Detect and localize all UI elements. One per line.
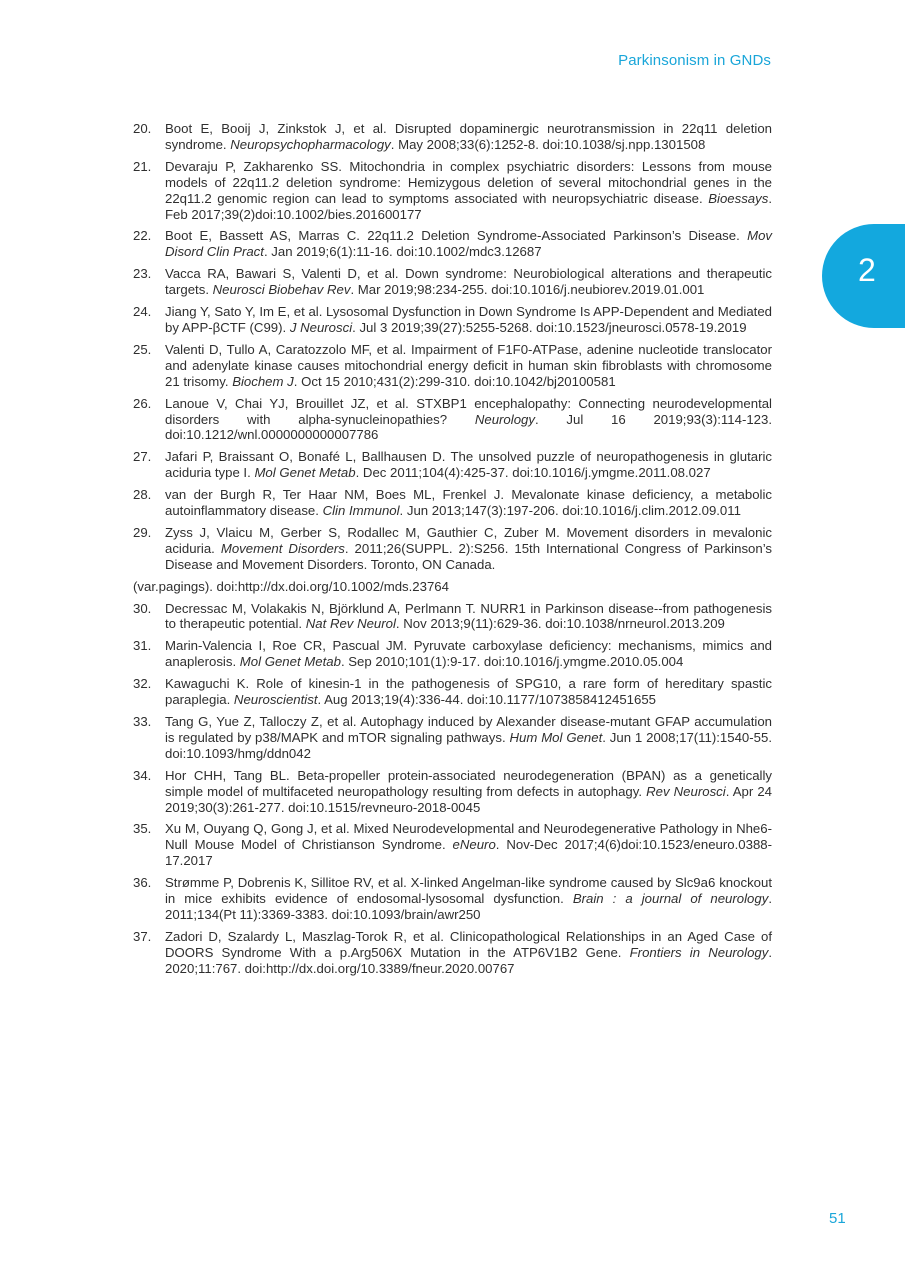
reference-number: 23. — [133, 266, 152, 282]
reference-item — [133, 304, 772, 336]
journal-name: Mol Genet Metab — [254, 465, 356, 481]
reference-item — [133, 768, 772, 816]
journal-name: Bioessays — [708, 190, 769, 206]
reference-details: . 2020;11:767. doi:http://dx.doi.org/10.3389/fneur.2020.00767 — [165, 944, 772, 976]
reference-number: 29. — [133, 524, 152, 540]
reference-text: Hor CHH, Tang BL. Beta-propeller protein-associated neurodegeneration (BPAN) as a genetically simple model of multifaceted neuropathology resulting from defects in autophagy. — [165, 767, 772, 799]
reference-continuation-line: (var.pagings). doi:http://dx.doi.org/10.1002/mds.23764 — [133, 578, 449, 594]
reference-number: 37. — [133, 928, 152, 944]
reference-number: 22. — [133, 228, 152, 244]
reference-details: . May 2008;33(6):1252-8. doi:10.1038/sj.npp.1301508 — [390, 136, 706, 152]
reference-text: Kawaguchi K. Role of kinesin-1 in the pathogenesis of SPG10, a rare form of hereditary spastic paraplegia. — [165, 676, 772, 708]
journal-name: Neuropsychopharmacology — [230, 136, 391, 152]
reference-item — [133, 228, 772, 260]
journal-name: Rev Neurosci — [646, 783, 726, 799]
reference-details: . Sep 2010;101(1):9-17. doi:10.1016/j.ymgme.2010.05.004 — [340, 654, 684, 670]
reference-details: . Jul 3 2019;39(27):5255-5268. doi:10.1523/jneurosci.0578-19.2019 — [352, 319, 747, 335]
chapter-number: 2 — [858, 252, 876, 288]
chapter-tab — [822, 224, 905, 328]
journal-name: Frontiers in Neurology — [629, 944, 769, 960]
reference-text: Xu M, Ouyang Q, Gong J, et al. Mixed Neurodevelopmental and Neurodegenerative Pathology in Nhe6-Null Mouse Model of Christianson Syndrome. — [165, 821, 772, 853]
journal-name: Brain : a journal of neurology — [572, 891, 769, 907]
reference-item — [133, 601, 772, 633]
reference-details: . Mar 2019;98:234-255. doi:10.1016/j.neubiorev.2019.01.001 — [350, 282, 705, 298]
reference-item — [133, 121, 772, 153]
reference-group-1 — [133, 121, 772, 573]
journal-name: Neurology — [474, 411, 535, 427]
reference-item — [133, 638, 772, 670]
reference-details: . Jun 1 2008;17(11):1540-55. doi:10.1093/hmg/ddn042 — [165, 729, 772, 761]
reference-number: 27. — [133, 449, 152, 465]
reference-text: Strømme P, Dobrenis K, Sillitoe RV, et al. X-linked Angelman-like syndrome caused by Slc9a6 knockout in mice exhibits evidence of endosomal-lysosomal dysfunction. — [165, 875, 772, 907]
journal-name: Mov Disord Clin Pract — [165, 228, 772, 260]
reference-item — [133, 821, 772, 869]
reference-item — [133, 714, 772, 762]
journal-name: Mol Genet Metab — [239, 654, 341, 670]
reference-number: 30. — [133, 600, 152, 616]
reference-details: . Aug 2013;19(4):336-44. doi:10.1177/1073858412451655 — [317, 692, 657, 708]
journal-name: Neuroscientist — [233, 692, 318, 708]
reference-number: 24. — [133, 304, 152, 320]
reference-text: Jiang Y, Sato Y, Im E, et al. Lysosomal Dysfunction in Down Syndrome Is APP-Dependent and Mediated by APP-βCTF (C99). — [165, 304, 772, 335]
reference-number: 34. — [133, 767, 152, 783]
reference-details: . Dec 2011;104(4):425-37. doi:10.1016/j.ymgme.2011.08.027 — [355, 465, 711, 481]
reference-number: 21. — [133, 158, 152, 174]
reference-text: Boot E, Bassett AS, Marras C. 22q11.2 Deletion Syndrome-Associated Parkinson’s Disease. — [165, 228, 748, 244]
page-number: 51 — [829, 1210, 846, 1227]
reference-details: . Nov-Dec 2017;4(6)doi:10.1523/eneuro.0388-17.2017 — [165, 837, 773, 869]
reference-item — [133, 266, 772, 298]
reference-number: 36. — [133, 875, 152, 891]
reference-text: Zadori D, Szalardy L, Maszlag-Torok R, et al. Clinicopathological Relationships in an Aged Case of DOORS Syndrome With a p.Arg506X Mutation in the ATP6V1B2 Gene. — [165, 928, 772, 960]
reference-details: . Nov 2013;9(11):629-36. doi:10.1038/nrneurol.2013.209 — [395, 616, 725, 632]
reference-item — [133, 525, 772, 573]
reference-number: 20. — [133, 121, 152, 136]
journal-name: Neurosci Biobehav Rev — [212, 282, 351, 298]
reference-text: Marin-Valencia I, Roe CR, Pascual JM. Pyruvate carboxylase deficiency: mechanisms, mimics and anaplerosis. — [165, 638, 772, 670]
reference-details: . Jun 2013;147(3):197-206. doi:10.1016/j.clim.2012.09.011 — [399, 503, 741, 519]
journal-name: Hum Mol Genet — [509, 729, 603, 745]
reference-details: . Apr 24 2019;30(3):261-277. doi:10.1515/revneuro-2018-0045 — [165, 783, 772, 815]
reference-number: 26. — [133, 395, 152, 411]
reference-details: . Jan 2019;6(1):11-16. doi:10.1002/mdc3.12687 — [263, 244, 542, 260]
reference-text: Tang G, Yue Z, Talloczy Z, et al. Autophagy induced by Alexander disease-mutant GFAP accumulation is regulated by p38/MAPK and mTOR signaling pathways. — [165, 714, 772, 745]
reference-item — [133, 676, 772, 708]
reference-text: Devaraju P, Zakharenko SS. Mitochondria in complex psychiatric disorders: Lessons from mouse models of 22q11.2 deletion syndrome: Hemizygous deletion of several mitochondrial genes in the 22q11.2 genomic region can lead to symptoms associated with neuropsychiatric disease. — [165, 158, 772, 206]
journal-name: J Neurosci — [289, 319, 353, 335]
journal-name: eNeuro — [452, 837, 496, 853]
reference-text: van der Burgh R, Ter Haar NM, Boes ML, Frenkel J. Mevalonate kinase deficiency, a metabolic autoinflammatory disease. — [165, 487, 772, 519]
reference-number: 35. — [133, 821, 152, 837]
reference-item — [133, 449, 772, 481]
reference-item — [133, 929, 772, 977]
reference-number: 31. — [133, 638, 152, 654]
reference-details: . 2011;26(SUPPL. 2):S256. 15th International Congress of Parkinson’s Disease and Movement Disorders. Toronto, ON Canada. — [165, 540, 772, 572]
reference-text: Vacca RA, Bawari S, Valenti D, et al. Down syndrome: Neurobiological alterations and therapeutic targets. — [165, 266, 772, 298]
reference-details: . 2011;134(Pt 11):3369-3383. doi:10.1093/brain/awr250 — [165, 891, 772, 922]
reference-details: . Jul 16 2019;93(3):114-123. doi:10.1212/wnl.0000000000007786 — [165, 411, 773, 443]
running-title: Parkinsonism in GNDs — [618, 52, 771, 69]
reference-list — [133, 121, 772, 983]
reference-item — [133, 875, 772, 923]
journal-name: Movement Disorders — [220, 540, 345, 556]
reference-text: Valenti D, Tullo A, Caratozzolo MF, et al. Impairment of F1F0-ATPase, adenine nucleotide translocator and adenylate kinase causes mitochondrial energy deficit in human skin fibroblasts with chromosome 21 trisomy. — [165, 341, 772, 389]
reference-item — [133, 487, 772, 519]
reference-group-2 — [133, 601, 772, 977]
reference-details: . Feb 2017;39(2)doi:10.1002/bies.201600177 — [165, 190, 772, 222]
journal-name: Biochem J — [232, 373, 294, 389]
reference-number: 32. — [133, 676, 152, 692]
reference-text: Jafari P, Braissant O, Bonafé L, Ballhausen D. The unsolved puzzle of neuropathogenesis in glutaric aciduria type I. — [165, 449, 772, 481]
reference-details: . Oct 15 2010;431(2):299-310. doi:10.1042/bj20100581 — [293, 373, 616, 389]
reference-text: Decressac M, Volakakis N, Björklund A, Perlmann T. NURR1 in Parkinson disease--from pathogenesis to therapeutic potential. — [165, 600, 772, 632]
reference-text: Boot E, Booij J, Zinkstok J, et al. Disrupted dopaminergic neurotransmission in 22q11 deletion syndrome. — [165, 121, 772, 152]
reference-item — [133, 159, 772, 223]
reference-text: Zyss J, Vlaicu M, Gerber S, Rodallec M, Gauthier C, Zuber M. Movement disorders in mevalonic aciduria. — [165, 524, 772, 556]
reference-item — [133, 396, 772, 444]
reference-number: 25. — [133, 341, 152, 357]
journal-name: Nat Rev Neurol — [305, 616, 396, 632]
reference-item — [133, 342, 772, 390]
reference-text: Lanoue V, Chai YJ, Brouillet JZ, et al. STXBP1 encephalopathy: Connecting neurodevelopmental disorders with alpha-synucleinopathies? — [165, 395, 772, 427]
reference-number: 33. — [133, 714, 152, 729]
journal-name: Clin Immunol — [322, 503, 400, 519]
reference-number: 28. — [133, 487, 152, 503]
